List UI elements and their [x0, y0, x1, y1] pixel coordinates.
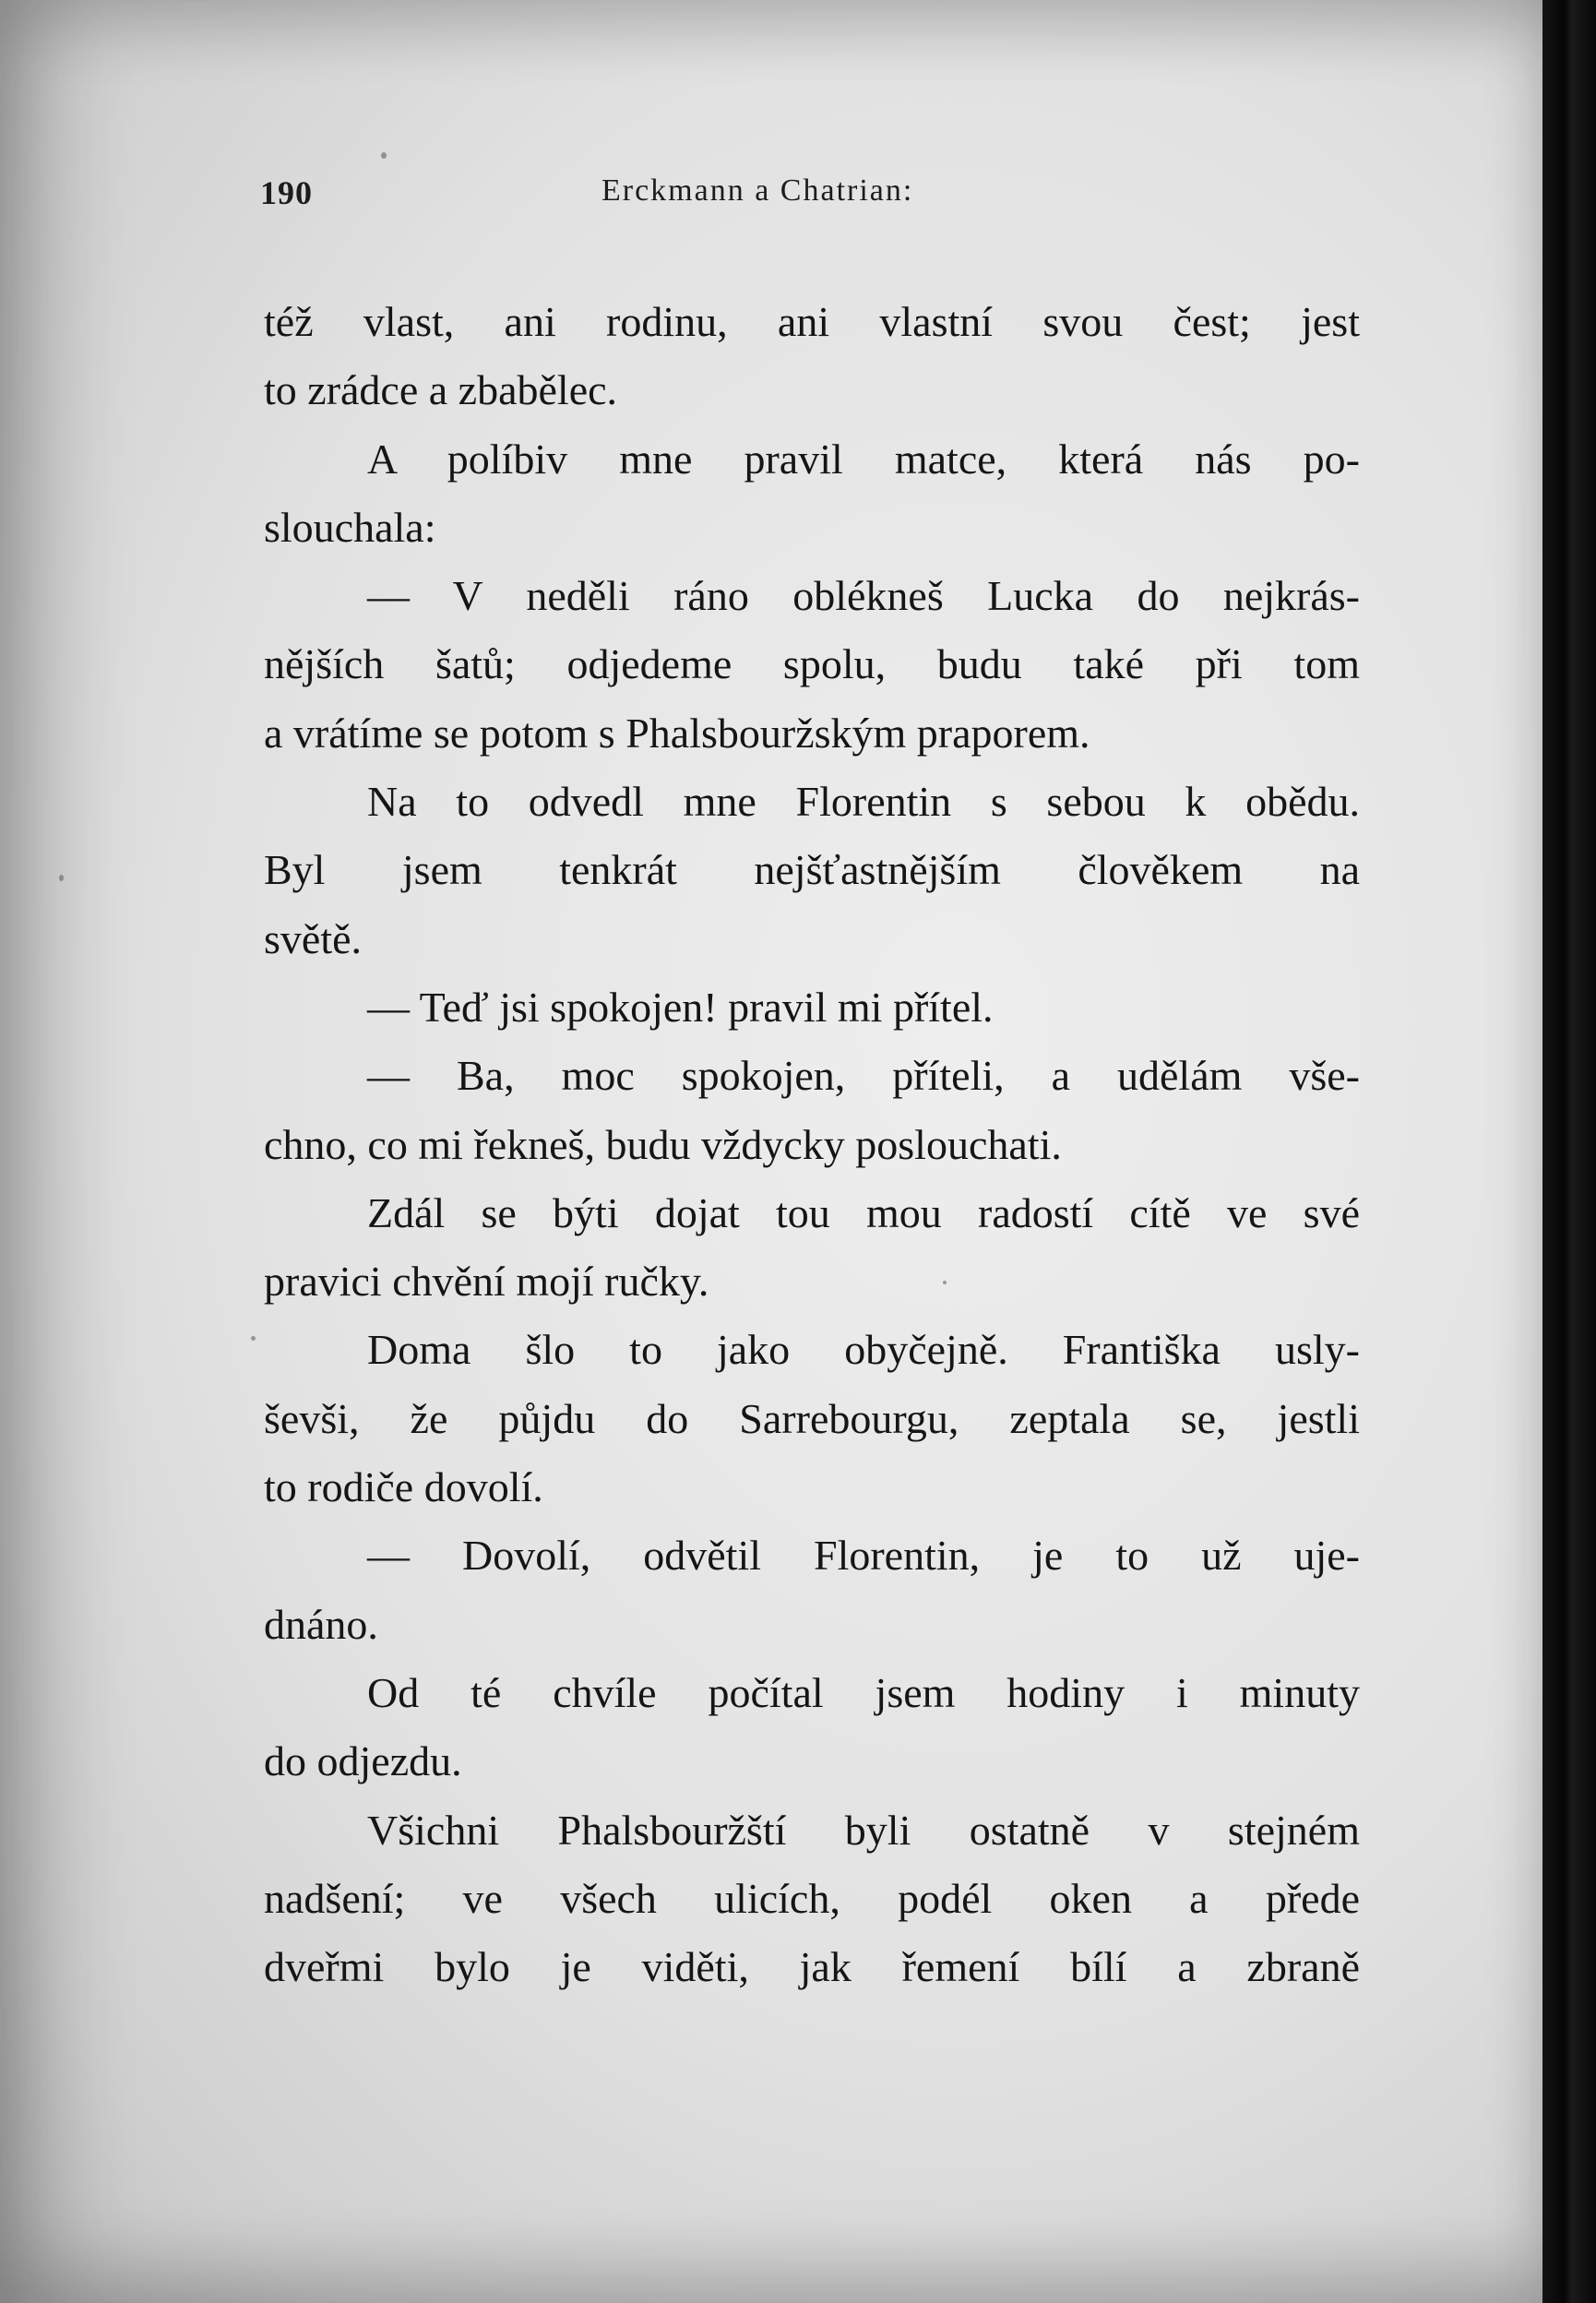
paper-speck — [381, 152, 387, 159]
text-line: chno, co mi řekneš, budu vždycky poslouchati. — [264, 1120, 1062, 1168]
text-line: Byl jsem tenkrát nejšťastnějším člověkem na — [264, 846, 1360, 894]
text-line: a vrátíme se potom s Phalsbouržským praporem. — [264, 709, 1090, 757]
text-line: nějších šatů; odjedeme spolu, budu také při tom — [264, 640, 1360, 688]
running-head: Erckmann a Chatrian: — [601, 173, 914, 208]
text-line: ševši, že půjdu do Sarrebourgu, zeptala se, jestli — [264, 1394, 1360, 1442]
page-edge-shadow — [1542, 0, 1596, 2303]
text-line: Na to odvedl mne Florentin s sebou k obědu. — [367, 778, 1360, 826]
text-line: dnáno. — [264, 1600, 378, 1648]
text-line: — V neděli ráno oblékneš Lucka do nejkrás- — [367, 572, 1360, 620]
text-line: slouchala: — [264, 503, 436, 551]
text-line: — Teď jsi spokojen! pravil mi přítel. — [367, 983, 994, 1031]
text-line: též vlast, ani rodinu, ani vlastní svou čest; jest — [264, 298, 1360, 345]
text-line: dveřmi bylo je viděti, jak řemení bílí a zbraně — [264, 1943, 1360, 1991]
text-line: — Dovolí, odvětil Florentin, je to už uje- — [367, 1532, 1360, 1580]
text-line: A políbiv mne pravil matce, která nás po- — [367, 435, 1360, 483]
text-line: Od té chvíle počítal jsem hodiny i minuty — [367, 1668, 1360, 1716]
text-line: nadšení; ve všech ulicích, podél oken a přede — [264, 1874, 1360, 1922]
text-line: Zdál se býti dojat tou mou radostí cítě ve své — [367, 1188, 1360, 1236]
body-text — [264, 288, 1360, 2001]
text-line: do odjezdu. — [264, 1737, 462, 1785]
text-line: Doma šlo to jako obyčejně. Františka usly- — [367, 1326, 1360, 1374]
text-line: světě. — [264, 914, 363, 962]
paper-speck — [251, 1336, 256, 1341]
text-line: to zrádce a zbabělec. — [264, 366, 618, 414]
text-line: pravici chvění mojí ručky. — [264, 1258, 709, 1306]
text-line: to rodiče dovolí. — [264, 1463, 543, 1511]
paper-speck — [943, 1281, 947, 1284]
paper-speck — [59, 875, 64, 881]
page-header — [0, 173, 1542, 220]
text-line: Všichni Phalsbouržští byli ostatně v stejném — [367, 1806, 1360, 1854]
text-line: — Ba, moc spokojen, příteli, a udělám vše- — [367, 1052, 1360, 1100]
page-number: 190 — [260, 174, 313, 211]
